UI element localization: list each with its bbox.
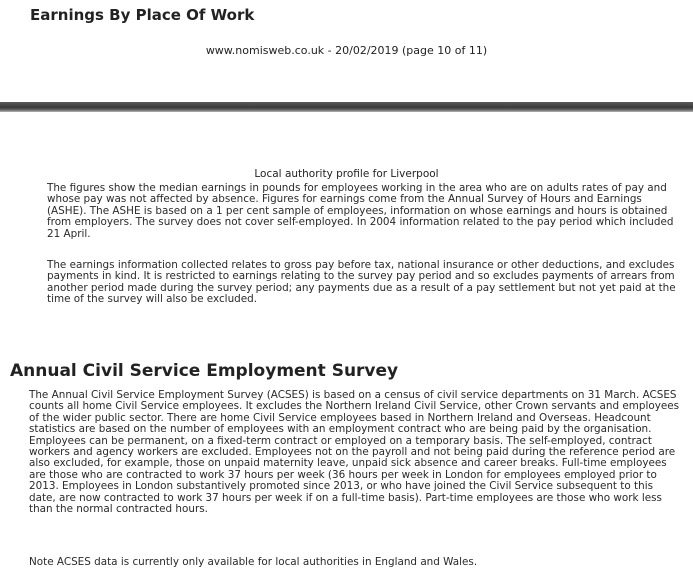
earnings-paragraph-2: The earnings information collected relates to gross pay before tax, national insurance or other deductions, and excludes payments in kind. It is restricted to earnings relating to the survey pay period and so excludes payments of arrears from another period made during the survey period; any payments due as a result of a pay settlement but not yet paid at the time of the survey will also be excluded. [47, 259, 676, 306]
header-divider [0, 102, 693, 112]
acses-paragraph: The Annual Civil Service Employment Survey (ACSES) is based on a census of civil service departments on 31 March. ACSES counts all home Civil Service employees. It excludes the Northern Ireland Civil Service, other Crown servants and employees of the wider public sector. There are home Civil Service employees based in Northern Ireland and Overseas. Headcount statistics are based on the number of employees with an employment contract who are being paid by the organisation. Employees can be permanent, on a fixed-term contract or employed on a temporary basis. The self-employed, contract workers and agency workers are excluded. Employees not on the payroll and not being paid during the reference period are also excluded, for example, those on unpaid maternity leave, unpaid sick absence and career breaks. Full-time employees are those who are contracted to work 37 hours per week (36 hours per week in London for employees employed prior to 2013. Employees in London substantively promoted since 2013, or who have joined the Civil Service subsequent to this date, are now contracted to work 37 hours per week if on a full-time basis). Part-time employees are those who work less than the normal contracted hours. [29, 389, 680, 516]
acses-note: Note ACSES data is currently only available for local authorities in England and Wales. [29, 556, 478, 568]
page-title: Earnings By Place Of Work [30, 6, 255, 24]
page-source-line: www.nomisweb.co.uk - 20/02/2019 (page 10 of 11) [205, 44, 488, 57]
section-title-acses: Annual Civil Service Employment Survey [10, 361, 399, 381]
earnings-paragraph-1: The figures show the median earnings in pounds for employees working in the area who are on adults rates of pay and whose pay was not affected by absence. Figures for earnings come from the Annual Survey of Hours and Earnings (ASHE). The ASHE is based on a 1 per cent sample of employees, information on whose earnings and hours is obtained from employers. The survey does not cover self-employed. In 2004 information related to the pay period which included 21 April. [47, 182, 674, 240]
profile-heading: Local authority profile for Liverpool [254, 168, 439, 180]
